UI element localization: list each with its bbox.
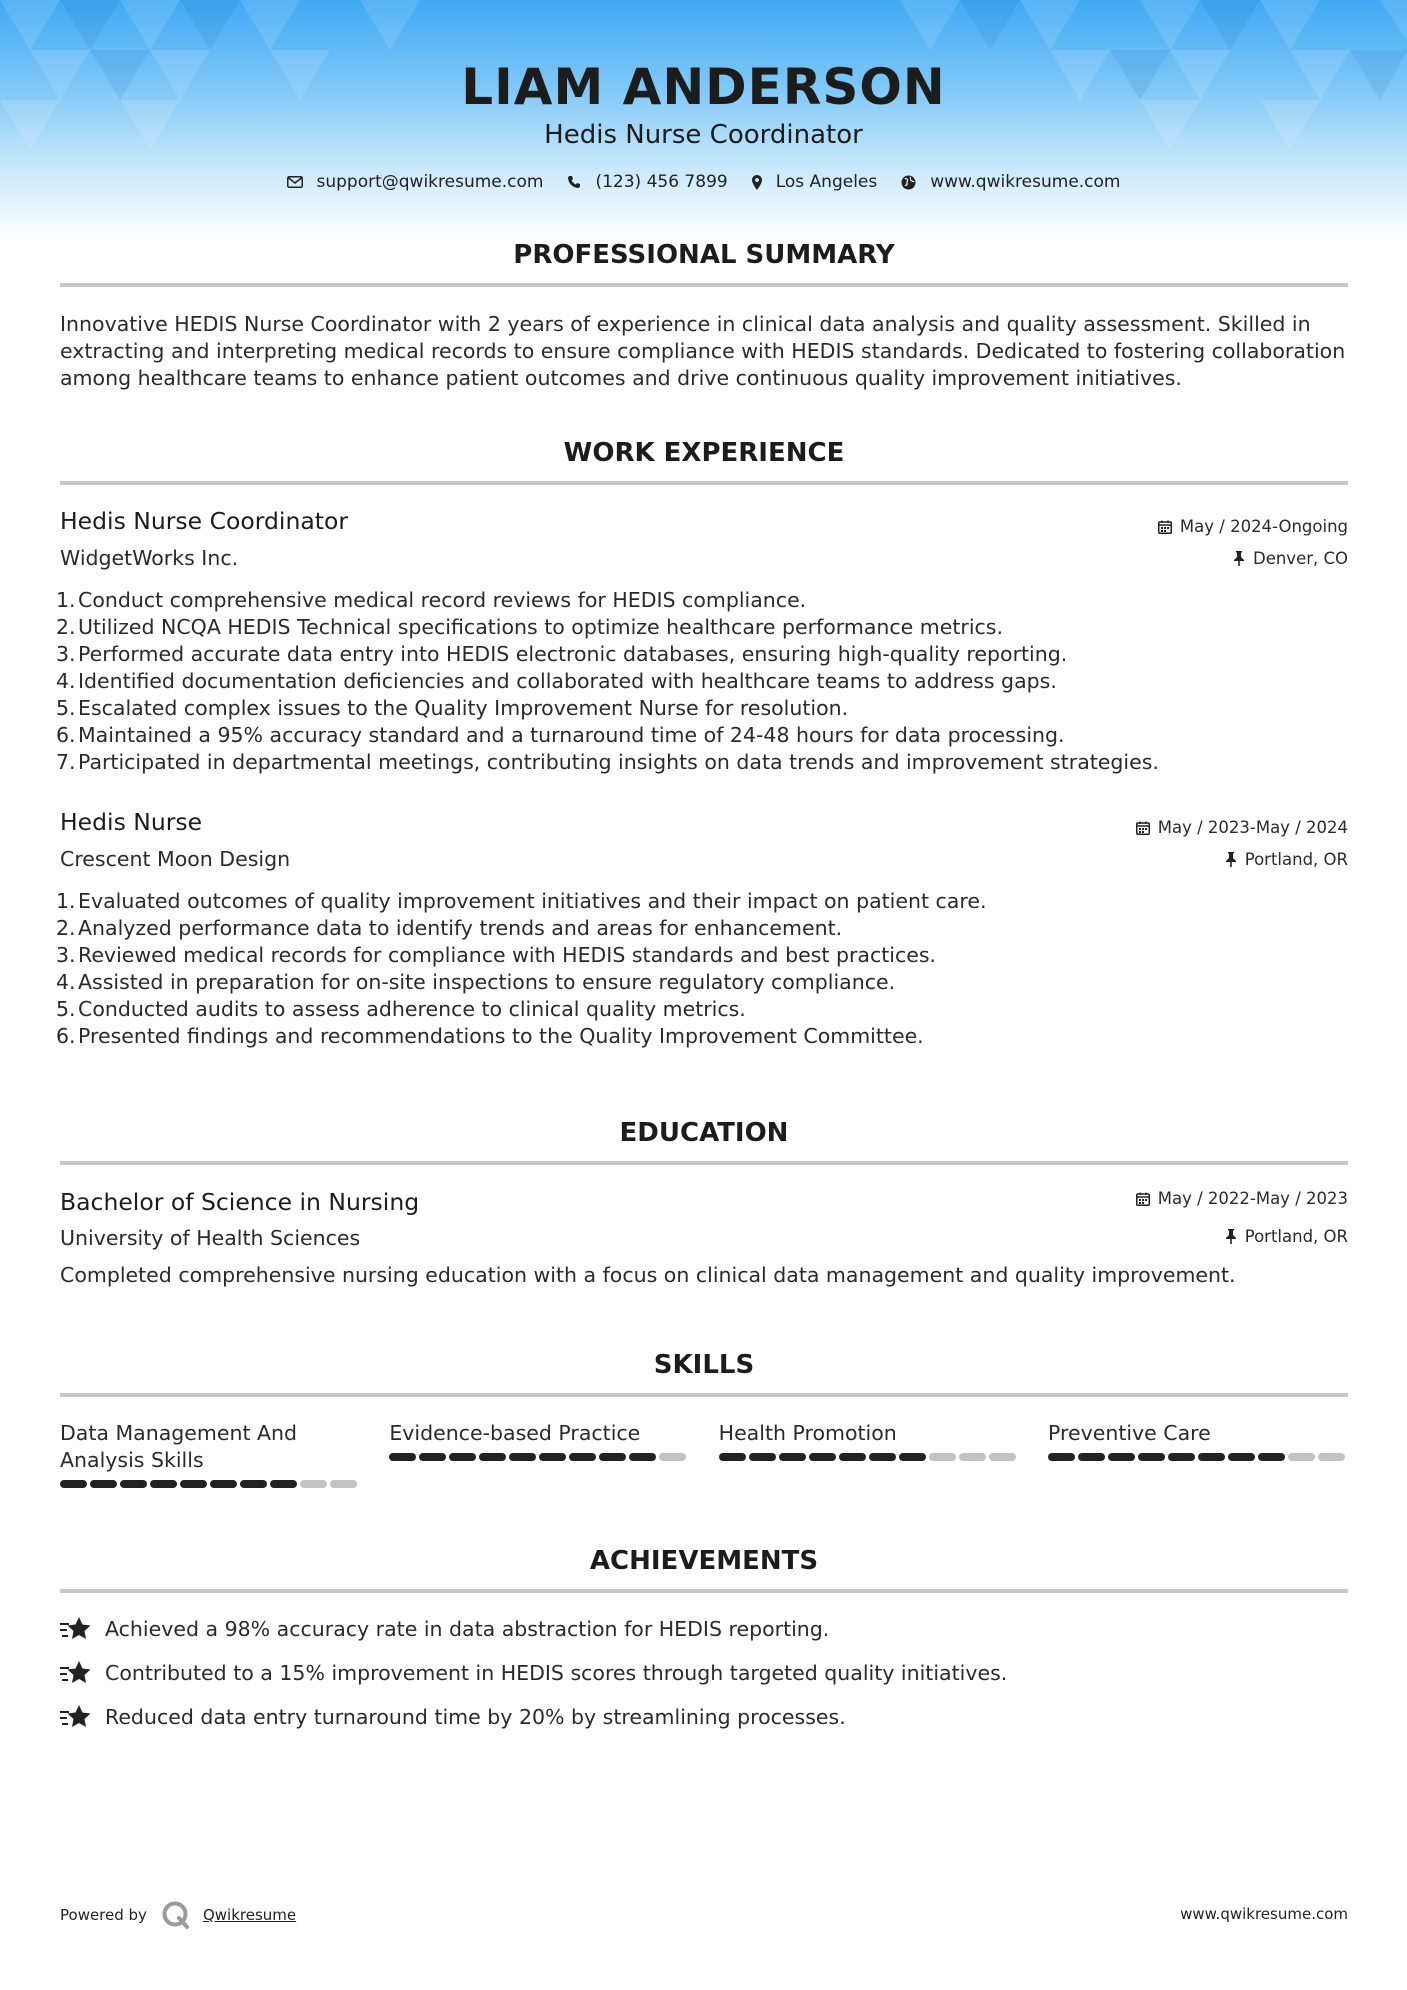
job-title: Hedis Nurse xyxy=(60,808,203,836)
list-item: 3. Reviewed medical records for compliance with HEDIS standards and best practices. xyxy=(56,943,937,967)
contact-location xyxy=(752,172,878,192)
contact-phone[interactable] xyxy=(567,172,727,192)
summary-heading: PROFESSIONAL SUMMARY xyxy=(513,240,895,270)
candidate-title: Hedis Nurse Coordinator xyxy=(544,120,863,150)
rating-dot-filled xyxy=(90,1480,117,1488)
achievement-item xyxy=(60,1660,1007,1686)
globe-icon xyxy=(901,175,916,190)
rating-dot-empty xyxy=(989,1453,1016,1461)
pushpin-icon xyxy=(1225,1229,1237,1244)
rating-dot-filled xyxy=(389,1453,416,1461)
rating-dot-filled xyxy=(270,1480,297,1488)
achievements-heading: ACHIEVEMENTS xyxy=(589,1546,819,1576)
achievement-item xyxy=(60,1616,829,1642)
rating-dot-empty xyxy=(659,1453,686,1461)
rating-dot-empty xyxy=(929,1453,956,1461)
achievement-text: Contributed to a 15% improvement in HEDIS scores through targeted quality initiatives. xyxy=(105,1661,1008,1685)
footer-website[interactable]: www.qwikresume.com xyxy=(1180,1905,1348,1923)
skills-list xyxy=(60,1420,1348,1488)
rating-dot-empty xyxy=(1318,1453,1345,1461)
list-item: 5. Conducted audits to assess adherence to clinical quality metrics. xyxy=(56,997,746,1021)
rating-dot-filled xyxy=(1258,1453,1285,1461)
contact-bar xyxy=(0,172,1407,192)
rating-dot-filled xyxy=(60,1480,87,1488)
list-item: 1. Conduct comprehensive medical record reviews for HEDIS compliance. xyxy=(56,588,807,612)
skill-name: Data Management And Analysis Skills xyxy=(60,1421,298,1472)
rating-dot-filled xyxy=(809,1453,836,1461)
rating-dot-filled xyxy=(899,1453,926,1461)
map-pin-icon xyxy=(752,175,762,190)
job-dates xyxy=(1158,517,1348,536)
rating-dot-empty xyxy=(300,1480,327,1488)
job-company: WidgetWorks Inc. xyxy=(60,546,239,570)
list-item: 3. Performed accurate data entry into HEDIS electronic databases, ensuring high-quality reporting. xyxy=(56,642,1068,666)
achievement-text: Achieved a 98% accuracy rate in data abstraction for HEDIS reporting. xyxy=(105,1617,830,1641)
rating-dot-filled xyxy=(629,1453,656,1461)
school-name: University of Health Sciences xyxy=(60,1226,361,1250)
rating-dot-empty xyxy=(1288,1453,1315,1461)
rating-dot-filled xyxy=(210,1480,237,1488)
brand-link[interactable]: Qwikresume xyxy=(202,1906,297,1924)
skill-item xyxy=(60,1420,360,1488)
rating-dot-filled xyxy=(839,1453,866,1461)
rating-dot-filled xyxy=(539,1453,566,1461)
rating-dot-filled xyxy=(1108,1453,1135,1461)
rating-dot-empty xyxy=(330,1480,357,1488)
rating-dot-filled xyxy=(869,1453,896,1461)
education-dates-text: May / 2022-May / 2023 xyxy=(1157,1189,1348,1208)
achievements-divider xyxy=(60,1589,1348,1593)
pushpin-icon xyxy=(1233,551,1245,566)
email-text: support@qwikresume.com xyxy=(316,172,544,192)
rating-dot-filled xyxy=(569,1453,596,1461)
education-location-text: Portland, OR xyxy=(1244,1227,1348,1246)
website-text: www.qwikresume.com xyxy=(930,172,1121,192)
job-dates-text: May / 2024-Ongoing xyxy=(1179,517,1348,536)
pushpin-icon xyxy=(1225,852,1237,867)
rating-dot-empty xyxy=(959,1453,986,1461)
rating-dot-filled xyxy=(1138,1453,1165,1461)
list-item: 1. Evaluated outcomes of quality improvement initiatives and their impact on patient care. xyxy=(56,889,987,913)
list-item: 4. Assisted in preparation for on-site inspections to ensure regulatory compliance. xyxy=(56,970,896,994)
footer-powered-by xyxy=(60,1900,296,1930)
rating-dot-filled xyxy=(1228,1453,1255,1461)
job-location-text: Portland, OR xyxy=(1244,850,1348,869)
achievement-text: Reduced data entry turnaround time by 20% by streamlining processes. xyxy=(105,1705,846,1729)
list-item: 2. Utilized NCQA HEDIS Technical specifications to optimize healthcare performance metrics. xyxy=(56,615,1004,639)
skill-name: Health Promotion xyxy=(718,1421,897,1445)
degree-title: Bachelor of Science in Nursing xyxy=(60,1188,420,1216)
skill-item xyxy=(1048,1420,1348,1488)
rating-dot-filled xyxy=(1078,1453,1105,1461)
skill-name: Evidence-based Practice xyxy=(389,1421,641,1445)
skill-name: Preventive Care xyxy=(1047,1421,1211,1445)
education-heading: EDUCATION xyxy=(619,1118,789,1148)
job-title: Hedis Nurse Coordinator xyxy=(60,507,349,535)
achievement-item xyxy=(60,1704,846,1730)
powered-by-label: Powered by xyxy=(60,1906,147,1924)
skill-rating xyxy=(389,1453,689,1461)
skill-rating xyxy=(719,1453,1019,1461)
education-dates xyxy=(1136,1189,1348,1208)
skills-divider xyxy=(60,1393,1348,1397)
rating-dot-filled xyxy=(150,1480,177,1488)
skill-rating xyxy=(60,1480,360,1488)
job-company: Crescent Moon Design xyxy=(60,847,291,871)
location-text: Los Angeles xyxy=(775,172,878,192)
education-divider xyxy=(60,1161,1348,1165)
rating-dot-filled xyxy=(1048,1453,1075,1461)
star-icon xyxy=(60,1660,92,1686)
job-location-text: Denver, CO xyxy=(1252,549,1348,568)
experience-divider xyxy=(60,481,1348,485)
list-item: 2. Analyzed performance data to identify trends and areas for enhancement. xyxy=(56,916,843,940)
contact-email[interactable] xyxy=(287,172,544,192)
rating-dot-filled xyxy=(779,1453,806,1461)
summary-divider xyxy=(60,283,1348,287)
star-icon xyxy=(60,1616,92,1642)
phone-text: (123) 456 7899 xyxy=(595,172,728,192)
phone-icon xyxy=(567,175,581,189)
rating-dot-filled xyxy=(509,1453,536,1461)
job-bullets xyxy=(56,888,1350,1050)
rating-dot-filled xyxy=(120,1480,147,1488)
education-description: Completed comprehensive nursing education with a focus on clinical data management and quality improvement. xyxy=(60,1263,1236,1287)
list-item: 6. Maintained a 95% accuracy standard and a turnaround time of 24-48 hours for data processing. xyxy=(56,723,1065,747)
skill-rating xyxy=(1048,1453,1348,1461)
rating-dot-filled xyxy=(180,1480,207,1488)
rating-dot-filled xyxy=(240,1480,267,1488)
list-item: 7. Participated in departmental meetings, contributing insights on data trends and improvement strategies. xyxy=(56,750,1159,774)
list-item: 5. Escalated complex issues to the Quality Improvement Nurse for resolution. xyxy=(56,696,849,720)
qwikresume-logo-icon xyxy=(161,1900,191,1930)
rating-dot-filled xyxy=(719,1453,746,1461)
education-location xyxy=(1225,1227,1348,1246)
contact-website[interactable] xyxy=(901,172,1120,192)
list-item: 6. Presented findings and recommendations to the Quality Improvement Committee. xyxy=(56,1024,924,1048)
rating-dot-filled xyxy=(1198,1453,1225,1461)
job-location xyxy=(1225,850,1348,869)
candidate-name: LIAM ANDERSON xyxy=(461,58,946,116)
job-location xyxy=(1233,549,1348,568)
rating-dot-filled xyxy=(419,1453,446,1461)
skill-item xyxy=(389,1420,689,1488)
envelope-icon xyxy=(287,176,303,188)
summary-text: Innovative HEDIS Nurse Coordinator with 2 years of experience in clinical data analysis and quality assessment. Skilled in extracting and interpreting medical records to ensure compliance with HEDIS standards. Dedicated to fostering collaboration among healthcare teams to enhance patient outcomes and drive continuous quality improvement initiatives. xyxy=(60,312,1346,390)
skills-heading: SKILLS xyxy=(653,1350,755,1380)
experience-heading: WORK EXPERIENCE xyxy=(563,438,845,468)
calendar-icon xyxy=(1136,821,1150,835)
rating-dot-filled xyxy=(599,1453,626,1461)
rating-dot-filled xyxy=(449,1453,476,1461)
job-dates xyxy=(1136,818,1348,837)
skill-item xyxy=(719,1420,1019,1488)
job-bullets xyxy=(56,587,1350,776)
list-item: 4. Identified documentation deficiencies and collaborated with healthcare teams to address gaps. xyxy=(56,669,1057,693)
job-dates-text: May / 2023-May / 2024 xyxy=(1157,818,1348,837)
calendar-icon xyxy=(1158,520,1172,534)
rating-dot-filled xyxy=(479,1453,506,1461)
rating-dot-filled xyxy=(1168,1453,1195,1461)
calendar-icon xyxy=(1136,1192,1150,1206)
rating-dot-filled xyxy=(749,1453,776,1461)
star-icon xyxy=(60,1704,92,1730)
